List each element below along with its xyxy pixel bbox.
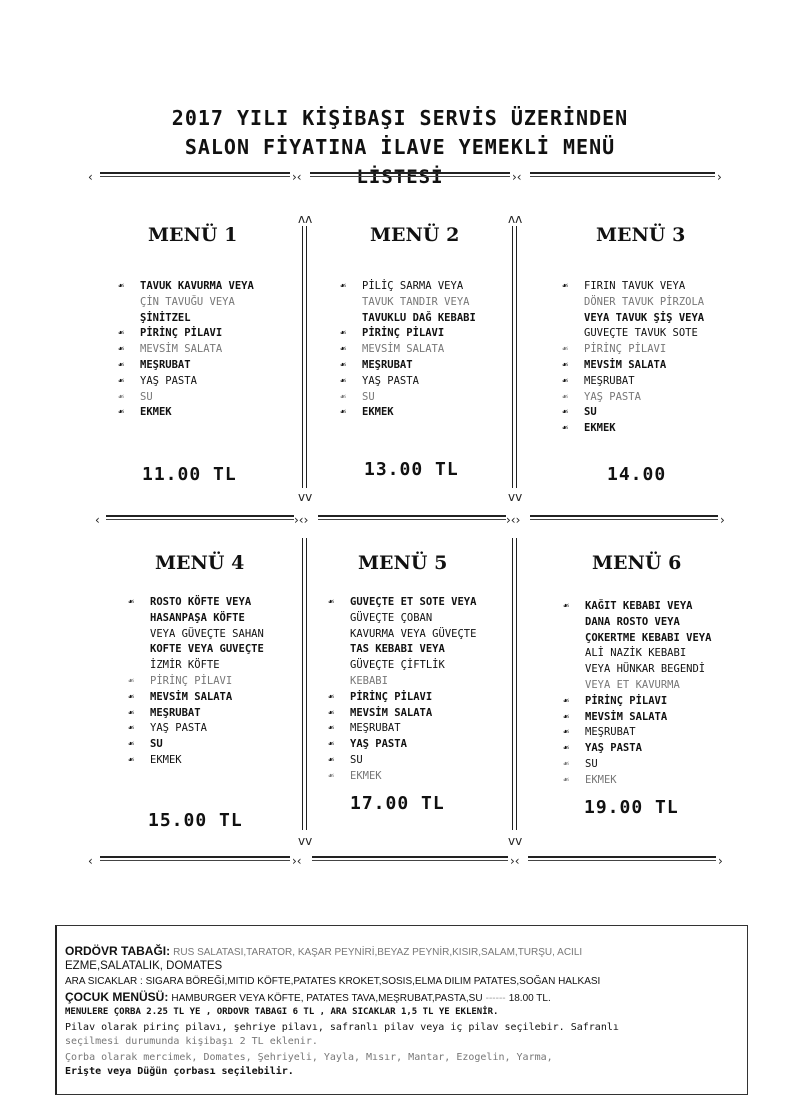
ornament-bottom-center-right: ›‹ — [510, 854, 520, 868]
list-item: ☙ FIRIN TAVUK VEYA DÖNER TAVUK PİRZOLA VEYA TAVUK ŞİŞ VEYA GUVEÇTE TAVUK SOTE — [562, 280, 705, 340]
divider-top-right — [530, 172, 715, 177]
leaf-bullet-icon: ☙ — [118, 407, 125, 419]
divider-bottom-left — [100, 856, 290, 861]
ornament-bottom-right: › — [718, 854, 723, 868]
menu-6-items — [563, 599, 711, 789]
list-item: ☙ YAŞ PASTA — [340, 374, 476, 390]
list-item: ☙ MEŞRUBAT — [128, 706, 264, 722]
menu-2-items — [340, 279, 476, 421]
ara-label: ARA SICAKLAR : — [65, 976, 143, 987]
menu-2-title: MENÜ 2 — [370, 224, 460, 246]
list-item: ☙ MEVSİM SALATA — [328, 706, 476, 722]
leaf-bullet-icon: ☙ — [328, 770, 335, 782]
list-item: ☙ SU — [340, 390, 476, 406]
menu-3-price: 14.00 — [607, 464, 667, 485]
menu-5-price: 17.00 TL — [350, 793, 445, 814]
divider-vertical-4 — [512, 538, 517, 830]
list-item: ☙ SU — [118, 390, 254, 406]
leaf-bullet-icon: ☙ — [328, 707, 335, 719]
menu-4-price: 15.00 TL — [148, 810, 243, 831]
prices-line: MENULERE ÇORBA 2.25 TL YE , ORDOVR TABAGI 6 TL , ARA SICAKLAR 1,5 TL YE EKLENİR. — [65, 1007, 499, 1017]
divider-top-left — [100, 172, 290, 177]
pilav-line-2: seçilmesi durumunda kişibaşı 2 TL eklenir. — [65, 1036, 318, 1047]
header-line-2: SALON FİYATINA İLAVE YEMEKLİ MENÜ — [184, 135, 616, 159]
ornament-v3-bottom: vv — [298, 834, 313, 848]
cocuk-label: ÇOCUK MENÜSÜ: — [65, 990, 169, 1004]
leaf-bullet-icon: ☙ — [563, 758, 570, 770]
list-item: ☙ GUVEÇTE ET SOTE VEYA GÜVEÇTE ÇOBAN KAVURMA VEYA GÜVEÇTE TAS KEBABI VEYA GÜVEÇTE ÇİFTLİK KEBABI — [328, 596, 477, 687]
ornament-bottom-center-left: ›‹ — [292, 854, 302, 868]
menu-2-price: 13.00 TL — [364, 459, 459, 480]
list-item: ☙ PİRİNÇ PİLAVI — [563, 694, 711, 710]
ordovr-text: RUS SALATASI,TARATOR, KAŞAR PEYNİRİ,BEYAZ PEYNİR,KISIR,SALAM,TURŞU, ACILI — [173, 947, 583, 958]
leaf-bullet-icon: ☙ — [328, 597, 335, 608]
leaf-bullet-icon: ☙ — [562, 359, 569, 371]
leaf-bullet-icon: ☙ — [563, 774, 570, 786]
list-item: ☙ SU — [562, 405, 704, 421]
leaf-bullet-icon: ☙ — [562, 391, 569, 403]
leaf-bullet-icon: ☙ — [340, 359, 347, 371]
list-item: ☙ MEVSİM SALATA — [340, 342, 476, 358]
ornament-mid-left: ‹ — [95, 513, 100, 527]
leaf-bullet-icon: ☙ — [118, 281, 125, 292]
ornament-top-right: › — [717, 170, 722, 184]
divider-bottom-center — [312, 856, 508, 861]
leaf-bullet-icon: ☙ — [563, 601, 570, 612]
menu-1-price: 11.00 TL — [142, 464, 237, 485]
leaf-bullet-icon: ☙ — [128, 739, 135, 751]
menu-1-items — [118, 279, 254, 421]
leaf-bullet-icon: ☙ — [562, 375, 569, 387]
menu-3-items — [562, 279, 704, 437]
leaf-bullet-icon: ☙ — [563, 743, 570, 755]
menu-6-price: 19.00 TL — [584, 797, 679, 818]
list-item: ☙ YAŞ PASTA — [328, 737, 476, 753]
cocuk-dashes: ------ — [485, 993, 506, 1004]
menu-5-items — [328, 595, 476, 785]
list-item: ☙ EKMEK — [562, 421, 704, 437]
leaf-bullet-icon: ☙ — [340, 328, 347, 340]
leaf-bullet-icon: ☙ — [118, 328, 125, 340]
ornament-v1-top: ʌʌ — [298, 212, 313, 226]
pilav-line-1: Pilav olarak pirinç pilavı, şehriye pilavı, safranlı pilav veya iç pilav seçilebir. Safranlı — [65, 1022, 619, 1033]
list-item: ☙ PİRİNÇ PİLAVI — [128, 674, 264, 690]
ordovr-text-2: EZME,SALATALIK, DOMATES — [65, 960, 223, 972]
leaf-bullet-icon: ☙ — [118, 344, 125, 356]
leaf-bullet-icon: ☙ — [340, 344, 347, 356]
leaf-bullet-icon: ☙ — [128, 691, 135, 703]
divider-vertical-3 — [302, 538, 307, 830]
list-item: ☙ PİRİNÇ PİLAVI — [118, 326, 254, 342]
list-item: ☙ YAŞ PASTA — [563, 741, 711, 757]
list-item: ☙ SU — [128, 737, 264, 753]
ornament-mid-cross-1: ›‹› — [294, 513, 309, 527]
list-item: ☙ MEVSİM SALATA — [118, 342, 254, 358]
divider-bottom-right — [528, 856, 716, 861]
leaf-bullet-icon: ☙ — [562, 281, 569, 292]
divider-mid-right — [530, 515, 718, 520]
header-line-1: 2017 YILI KİŞİBAŞI SERVİS ÜZERİNDEN — [171, 106, 629, 130]
leaf-bullet-icon: ☙ — [128, 675, 135, 687]
list-item: ☙ SU — [563, 757, 711, 773]
ornament-v1-bottom: vv — [298, 490, 313, 504]
menu-4-title: MENÜ 4 — [155, 552, 245, 574]
list-item: ☙ EKMEK — [328, 769, 476, 785]
list-item: ☙ MEŞRUBAT — [340, 358, 476, 374]
leaf-bullet-icon: ☙ — [563, 711, 570, 723]
list-item: ☙ EKMEK — [340, 405, 476, 421]
list-item: ☙ MEŞRUBAT — [562, 374, 704, 390]
leaf-bullet-icon: ☙ — [328, 739, 335, 751]
list-item: ☙ YAŞ PASTA — [118, 374, 254, 390]
footer-notes-box — [55, 925, 748, 1095]
menu-3-title: MENÜ 3 — [596, 224, 686, 246]
menu-4-items — [128, 595, 264, 769]
divider-vertical-2 — [512, 226, 517, 488]
ordovr-line — [65, 944, 582, 958]
list-item: ☙ MEVSİM SALATA — [562, 358, 704, 374]
leaf-bullet-icon: ☙ — [563, 695, 570, 707]
ara-text: SIGARA BÖREĞİ,MITID KÖFTE,PATATES KROKET,SOSIS,ELMA DILIM PATATES,SOĞAN HALKASI — [145, 976, 601, 987]
list-item: ☙ YAŞ PASTA — [128, 721, 264, 737]
list-item: ☙ EKMEK — [118, 405, 254, 421]
cocuk-text: HAMBURGER VEYA KÖFTE, PATATES TAVA,MEŞRUBAT,PASTA,SU — [171, 993, 483, 1004]
menu-5-title: MENÜ 5 — [358, 552, 448, 574]
menu-1-title: MENÜ 1 — [148, 224, 238, 246]
list-item: ☙ MEŞRUBAT — [118, 358, 254, 374]
leaf-bullet-icon: ☙ — [328, 723, 335, 735]
list-item: ☙ MEVSİM SALATA — [128, 690, 264, 706]
leaf-bullet-icon: ☙ — [340, 391, 347, 403]
leaf-bullet-icon: ☙ — [562, 423, 569, 435]
list-item: ☙ TAVUK KAVURMA VEYA ÇİN TAVUĞU VEYA ŞİNİTZEL — [118, 280, 254, 324]
leaf-bullet-icon: ☙ — [340, 375, 347, 387]
leaf-bullet-icon: ☙ — [128, 754, 135, 766]
divider-top-center — [310, 172, 510, 177]
leaf-bullet-icon: ☙ — [340, 407, 347, 419]
list-item: ☙ SU — [328, 753, 476, 769]
leaf-bullet-icon: ☙ — [563, 727, 570, 739]
leaf-bullet-icon: ☙ — [328, 754, 335, 766]
leaf-bullet-icon: ☙ — [118, 391, 125, 403]
ornament-bottom-left: ‹ — [88, 854, 93, 868]
cocuk-menu-line — [65, 990, 551, 1004]
corba-line-2: Erişte veya Düğün çorbası seçilebilir. — [65, 1066, 294, 1077]
divider-mid-left — [106, 515, 294, 520]
leaf-bullet-icon: ☙ — [128, 723, 135, 735]
divider-mid-center — [318, 515, 506, 520]
ornament-top-left: ‹ — [88, 170, 93, 184]
ornament-top-center-right: ›‹ — [512, 170, 522, 184]
ornament-mid-cross-2: ›‹› — [506, 513, 521, 527]
leaf-bullet-icon: ☙ — [118, 375, 125, 387]
leaf-bullet-icon: ☙ — [562, 407, 569, 419]
list-item: ☙ MEŞRUBAT — [328, 721, 476, 737]
leaf-bullet-icon: ☙ — [562, 344, 569, 356]
list-item: ☙ PİRİNÇ PİLAVI — [328, 690, 476, 706]
list-item: ☙ KAĞIT KEBABI VEYA DANA ROSTO VEYA ÇOKERTME KEBABI VEYA ALİ NAZİK KEBABI VEYA HÜNKAR BEGENDİ VEYA ET KAVURMA — [563, 600, 712, 691]
list-item: ☙ ROSTO KÖFTE VEYA HASANPAŞA KÖFTE VEYA GÜVEÇTE SAHAN KOFTE VEYA GUVEÇTE İZMİR KÖFTE — [128, 596, 264, 672]
leaf-bullet-icon: ☙ — [118, 359, 125, 371]
leaf-bullet-icon: ☙ — [340, 281, 347, 292]
cocuk-price: 18.00 TL. — [508, 993, 551, 1004]
ornament-mid-right: › — [720, 513, 725, 527]
list-item: ☙ MEVSİM SALATA — [563, 710, 711, 726]
leaf-bullet-icon: ☙ — [128, 597, 135, 608]
list-item: ☙ PİRİNÇ PİLAVI — [562, 342, 704, 358]
menu-6-title: MENÜ 6 — [592, 552, 682, 574]
list-item: ☙ PİRİNÇ PİLAVI — [340, 326, 476, 342]
ornament-v2-top: ʌʌ — [508, 212, 523, 226]
ara-sicaklar-line — [65, 976, 600, 987]
leaf-bullet-icon: ☙ — [328, 691, 335, 703]
ornament-v4-bottom: vv — [508, 834, 523, 848]
list-item: ☙ YAŞ PASTA — [562, 390, 704, 406]
header-line-3: LİSTESİ — [356, 166, 444, 188]
ornament-top-center-left: ›‹ — [292, 170, 302, 184]
corba-line-1: Çorba olarak mercimek, Domates, Şehriyeli, Yayla, Mısır, Mantar, Ezogelin, Yarma, — [65, 1052, 553, 1063]
list-item: ☙ EKMEK — [128, 753, 264, 769]
leaf-bullet-icon: ☙ — [128, 707, 135, 719]
divider-vertical-1 — [302, 226, 307, 488]
list-item: ☙ EKMEK — [563, 773, 711, 789]
ordovr-label: ORDÖVR TABAĞI: — [65, 944, 171, 958]
list-item: ☙ MEŞRUBAT — [563, 725, 711, 741]
list-item: ☙ PİLİÇ SARMA VEYA TAVUK TANDIR VEYA TAVUKLU DAĞ KEBABI — [340, 280, 476, 324]
ornament-v2-bottom: vv — [508, 490, 523, 504]
